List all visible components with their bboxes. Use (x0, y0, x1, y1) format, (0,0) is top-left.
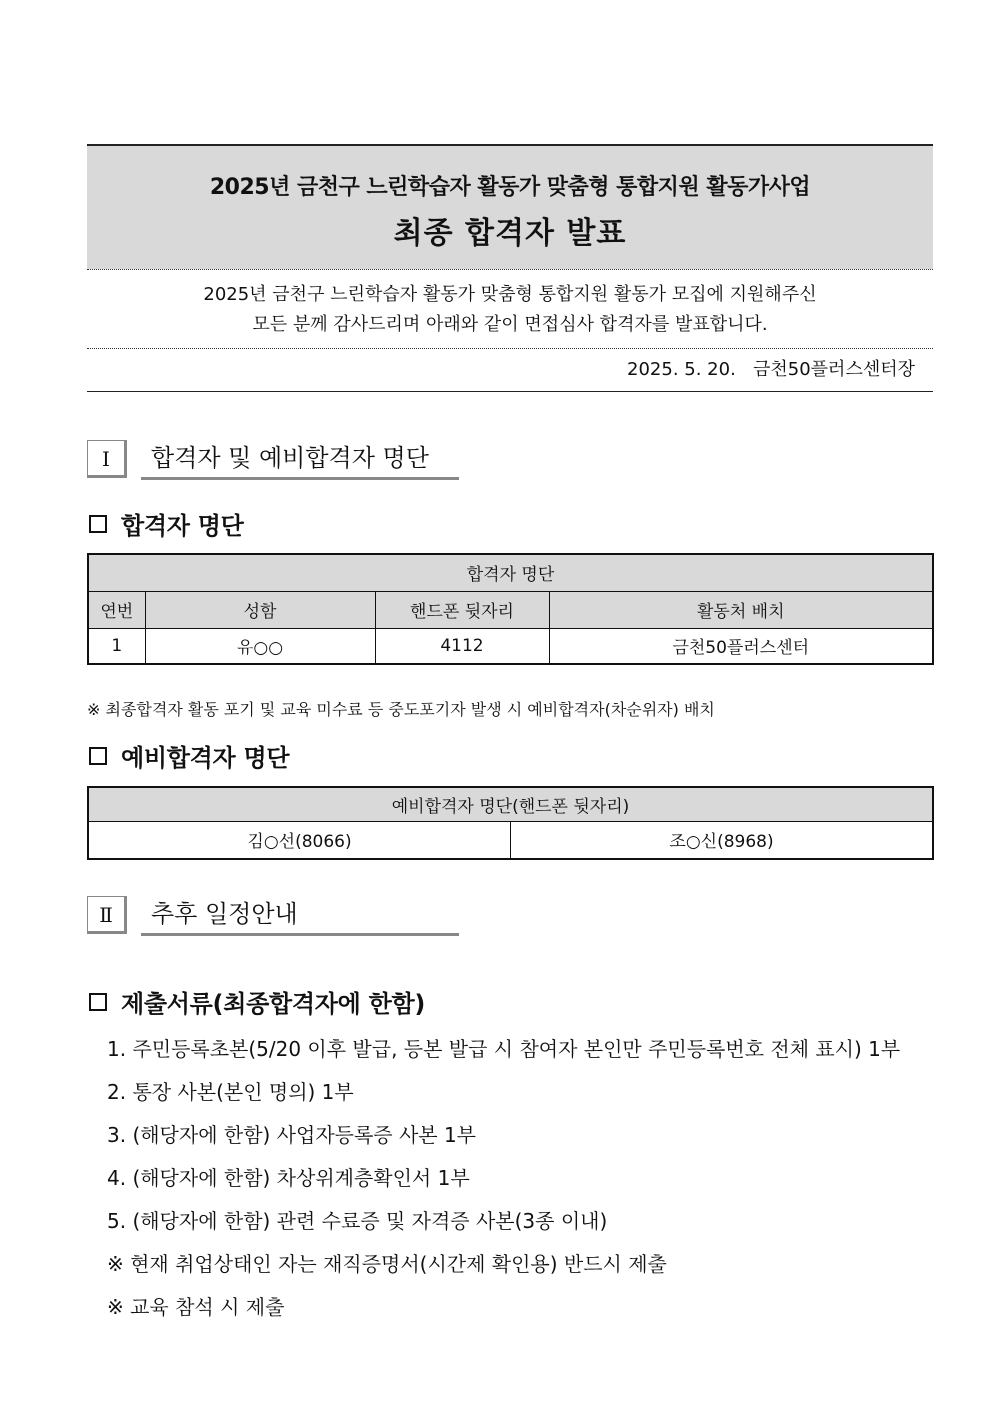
square-bullet-icon (89, 747, 107, 765)
intro-line-2: 모든 분께 감사드리며 아래와 같이 면접심사 합격자를 발표합니다. (252, 314, 768, 335)
heading-text: 제출서류(최종합격자에 한함) (121, 990, 426, 1018)
section-title: 합격자 및 예비합격자 명단 (141, 440, 459, 480)
documents-heading (87, 984, 425, 1019)
list-item: ※ 교육 참석 시 제출 (107, 1295, 285, 1319)
heading-text: 합격자 명단 (121, 512, 244, 540)
page-title: 최종 합격자 발표 (393, 216, 627, 251)
list-item: 3. (해당자에 한함) 사업자등록증 사본 1부 (107, 1123, 476, 1147)
list-item: 4. (해당자에 한함) 차상위계층확인서 1부 (107, 1166, 470, 1190)
date-issuer-line (87, 349, 933, 392)
intro-line-1: 2025년 금천구 느린학습자 활동가 맞춤형 통합지원 활동가 모집에 지원해주신 (203, 284, 817, 305)
table-row (88, 821, 933, 859)
cell-number: 1 (88, 628, 145, 664)
list-item: 2. 통장 사본(본인 명의) 1부 (107, 1080, 354, 1104)
reserve-entry: 조○신(8968) (511, 821, 934, 859)
passed-table (87, 553, 934, 665)
list-item: 1. 주민등록초본(5/20 이후 발급, 등본 발급 시 참여자 본인만 주민등록번호 전체 표시) 1부 (107, 1037, 901, 1061)
reserve-note: ※ 최종합격자 활동 포기 및 교육 미수료 등 중도포기자 발생 시 예비합격자(차순위자) 배치 (87, 700, 715, 719)
section-2-header (87, 896, 459, 940)
announcement-page (87, 144, 933, 1319)
title-box (87, 144, 933, 269)
table-title: 예비합격자 명단(핸드폰 뒷자리) (88, 787, 933, 821)
program-title: 2025년 금천구 느린학습자 활동가 맞춤형 통합지원 활동가사업 (209, 175, 811, 200)
intro-text (87, 270, 933, 348)
announcement-date: 2025. 5. 20. (627, 359, 736, 380)
cell-phone: 4112 (375, 628, 549, 664)
column-header: 연번 (88, 591, 145, 628)
square-bullet-icon (89, 993, 107, 1011)
square-bullet-icon (89, 515, 107, 533)
column-header: 핸드폰 뒷자리 (375, 591, 549, 628)
documents-list (107, 1028, 900, 1329)
reserve-heading (87, 738, 289, 773)
list-item: ※ 현재 취업상태인 자는 재직증명서(시간제 확인용) 반드시 제출 (107, 1252, 667, 1276)
reserve-entry: 김○선(8066) (88, 821, 511, 859)
list-item: 5. (해당자에 한함) 관련 수료증 및 자격증 사본(3종 이내) (107, 1209, 608, 1233)
column-header: 활동처 배치 (549, 591, 933, 628)
section-number: Ⅱ (87, 896, 127, 934)
reserve-table (87, 786, 934, 860)
cell-name: 유○○ (145, 628, 375, 664)
heading-text: 예비합격자 명단 (121, 744, 290, 772)
column-header: 성함 (145, 591, 375, 628)
section-1-header (87, 440, 459, 484)
section-number: Ⅰ (87, 440, 127, 478)
issuer-name: 금천50플러스센터장 (752, 359, 915, 380)
passed-heading (87, 506, 243, 541)
cell-placement: 금천50플러스센터 (549, 628, 933, 664)
table-title: 합격자 명단 (88, 554, 933, 591)
table-row (88, 628, 933, 664)
section-title: 추후 일정안내 (141, 896, 459, 936)
